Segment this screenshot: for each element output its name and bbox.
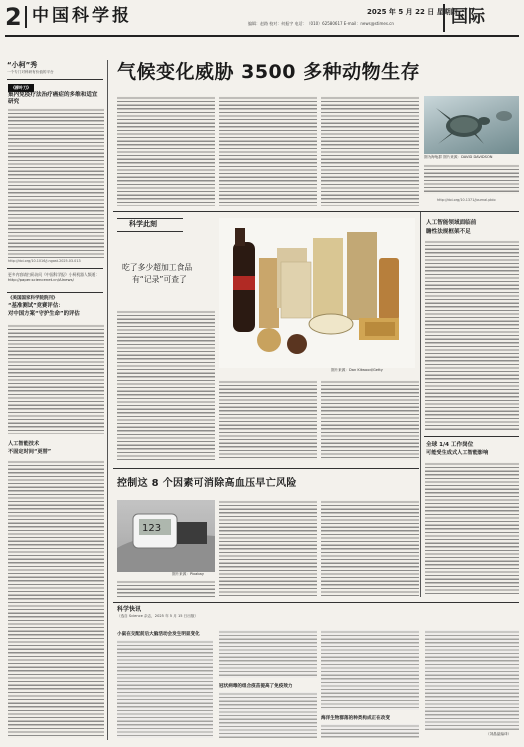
bp-rule	[113, 602, 519, 603]
briefs-footer: （刘晶晶编译）	[486, 732, 512, 736]
lead-photo-caption: 图为海龟群 图片来源：DAVID DAVIDSON	[424, 155, 493, 159]
science-now-col-1	[117, 310, 215, 460]
right-body-2	[425, 462, 519, 594]
item2-body	[8, 324, 104, 434]
item1-body	[8, 108, 104, 258]
issue-date: 2025 年 5 月 22 日 星期四	[367, 8, 458, 16]
item2-title-b: 对中国方案“守护生命”的评估	[8, 311, 80, 317]
brief-1-title: 小鼠在交配前后大脑活动会发生明显变化	[117, 632, 200, 637]
brief-col-2a	[219, 630, 317, 678]
science-now-headline-1: 吃了多少超加工食品	[122, 263, 193, 272]
brief-2-title: 冠状病毒的组合疫苗提高了免疫效力	[219, 684, 293, 689]
brief-col-2b	[219, 692, 317, 738]
xiaoke-tagline: 一个专门对科研有价值的平台	[7, 70, 54, 74]
lead-rule	[113, 211, 519, 212]
brief-col-3a	[321, 630, 419, 710]
left-rule	[7, 292, 103, 293]
paper-name: 中国科学报	[32, 6, 132, 26]
blood-pressure-monitor-photo	[117, 500, 215, 572]
briefs-subtitle: （选自 Science 杂志，2025 年 5 月 15 日出版）	[117, 614, 199, 618]
left-column-divider	[107, 60, 108, 740]
item3-title: 人工智能技术	[8, 441, 40, 447]
section-name: 国际	[451, 7, 485, 27]
item2-title: “基准测试”竞赛评估：	[8, 303, 64, 309]
lead-headline: 气候变化威胁 3500 多种动物生存	[117, 61, 421, 83]
brief-col-4	[425, 630, 519, 730]
lead-body-col-1	[117, 96, 215, 206]
bp-headline: 控制这 8 个因素可消除高血压早亡风险	[117, 478, 297, 489]
item3-body	[8, 460, 104, 738]
bp-photo-caption: 图片来源：Pixabay	[172, 572, 204, 576]
masthead-rule	[5, 35, 519, 37]
bp-col-1	[219, 500, 317, 596]
brief-col-3b	[321, 724, 419, 738]
masthead-divider	[25, 6, 27, 28]
brief-3-title: 海洋生物群落的种类构成正在改变	[321, 716, 390, 721]
lead-body-col-4	[424, 164, 519, 194]
ultra-processed-food-photo	[219, 218, 415, 368]
sea-turtle-photo	[424, 96, 519, 154]
science-now-col-2	[219, 380, 317, 460]
right-item2-head-2: 可能受生成式人工智能影响	[426, 450, 489, 456]
science-now-photo-caption: 图片来源：Dan Kitwood/Getty	[331, 368, 383, 372]
item1-label: 《柳叶刀》	[8, 84, 34, 92]
section-box	[443, 4, 521, 32]
right-headline-1: 人工智能领域面临前	[426, 220, 477, 226]
science-now-col-3	[321, 380, 419, 460]
bp-col-0	[117, 580, 215, 598]
right-rule	[424, 436, 519, 437]
item1-title-text: 集内免疫疗法治疗癌症的多维和适宜研究	[8, 92, 98, 106]
item2-label: 《美国国家科学院院刊》	[8, 296, 58, 301]
svg-text:123: 123	[142, 523, 162, 534]
briefs-tag: 科学快讯	[117, 606, 142, 613]
right-column-divider	[420, 212, 421, 597]
science-now-tag-box	[117, 218, 183, 232]
lead-body-col-3	[321, 96, 419, 206]
left-rule	[7, 268, 103, 269]
sea-turtle-icon	[424, 96, 519, 154]
lead-body-col-2	[219, 96, 317, 206]
science-now-headline-2: 有“记录”可查了	[132, 275, 187, 284]
item1-ref: http://doi.org/10.1016/j.ngast.2025.03.013	[8, 259, 81, 263]
right-headline-2: 瞻性法规框架不足	[426, 229, 471, 235]
bp-monitor-icon	[117, 500, 215, 572]
item3-title-b: 不固定时间“更替”	[8, 449, 52, 455]
promo-text: 更多内容请扫码访问《中国科学报》小柯机器人频道：http://paper.sciencenet.cn/AInews/	[8, 272, 100, 283]
brief-col-1	[117, 640, 213, 738]
bp-col-2	[321, 500, 419, 596]
right-item2-head-1: 全球 1/4 工作岗位	[426, 442, 474, 448]
science-now-rule	[113, 468, 419, 469]
processed-food-icon	[219, 218, 415, 368]
item1-title	[8, 92, 103, 107]
lead-photo-ref: http://doi.org/10.1371/journal.pbio	[437, 198, 496, 202]
page-number: 2	[5, 3, 22, 31]
science-now-tag: 科学此刻	[129, 220, 157, 228]
right-body-1	[425, 240, 519, 430]
xiaoke-tag: “小柯”秀	[7, 61, 38, 69]
left-rule	[7, 79, 103, 80]
editor-line: 编辑：赵路 校对：何振宇 电话：（010）62580617 E-mail：news@stimes.cn	[248, 21, 394, 26]
